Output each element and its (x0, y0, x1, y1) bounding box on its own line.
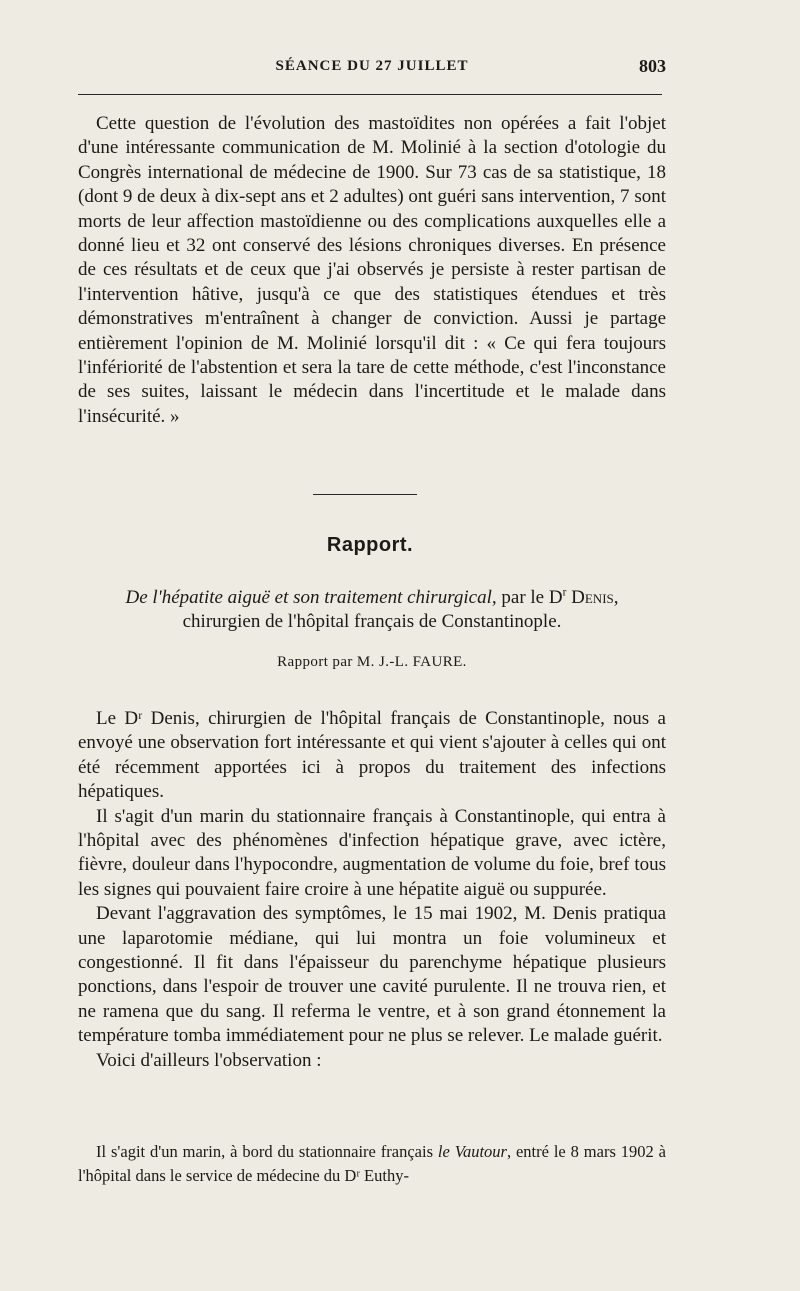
intro-paragraph: Cette question de l'évolution des mastoïdites non opérées a fait l'objet d'une intéressante communication de M. Molinié à la section d'otologie du Congrès international de médecine de 1900. Sur 73 cas de sa statistique, 18 (dont 9 de deux à dix-sept ans et 2 adultes) ont guéri sans intervention, 7 sont morts de leur affection mastoïdienne ou des complications auxquelles elle a donné lieu et 32 ont conservé des lésions chroniques diverses. En présence de ces résultats et de ceux que j'ai observés je persiste à rester partisan de l'intervention hâtive, jusqu'à ce que des statistiques étendues et très démonstratives m'entraînent à changer de conviction. Aussi je partage entièrement l'opinion de M. Molinié lorsqu'il dit : « Ce qui fera toujours l'infériorité de l'abstention et sera la tare de cette méthode, c'est l'inconstance de ses suites, laissant le médecin dans l'incertitude et le malade dans l'insécurité. » (78, 113, 666, 427)
section-title: Rapport. (326, 534, 414, 556)
page-number: 803 (639, 56, 666, 76)
running-head (78, 58, 666, 82)
paragraph: Il s'agit d'un marin du stationnaire français à Constantinople, qui entra à l'hôpital avec des phénomènes d'infection hépatique grave, avec ictère, fièvre, douleur dans l'hypocondre, augmentation de volume du foie, bref tous les signes qui pouvaient faire croire à une hépatite aiguë ou suppurée. (78, 805, 666, 900)
observation-ship-name: le Vautour (437, 1142, 507, 1161)
report-body (78, 707, 666, 1073)
header-rule (78, 94, 662, 95)
section-separator (313, 494, 417, 495)
reference-author: Denis, (566, 587, 619, 608)
paragraph: Le Dʳ Denis, chirurgien de l'hôpital français de Constantinople, nous a envoyé une observation fort intéressante et qui vient s'ajouter à celles qui ont été récemment apportées ici à propos du traitement des infections hépatiques. (78, 708, 666, 803)
reference-affiliation: chirurgien de l'hôpital français de Constantinople. (182, 611, 562, 633)
report-reference (78, 586, 666, 635)
reference-title: De l'hépatite aiguë et son traitement chirurgical, (125, 587, 497, 608)
observation-part1: Il s'agit d'un marin, à bord du stationnaire français (96, 1142, 438, 1161)
running-title: SÉANCE DU 27 JUILLET (275, 58, 469, 74)
observation-part2: , entré le 8 mars 1902 à l'hôpital dans le service de médecine du Dʳ Euthy- (78, 1142, 666, 1185)
paragraph: Devant l'aggravation des symptômes, le 15 mai 1902, M. Denis pratiqua une laparotomie médiane, qui lui montra un foie volumineux et congestionné. Il fit dans l'épaisseur du parenchyme hépatique plusieurs ponctions, dans l'espoir de trouver une cavité purulente. Il ne trouva rien, et ne ramena que du sang. Il referma le ventre, et à son grand étonnement la température tomba immédiatement pour ne plus se relever. Le malade guérit. (78, 903, 666, 1047)
reference-dr-sup: r (562, 586, 567, 599)
paragraph: Voici d'ailleurs l'observation : (96, 1049, 322, 1071)
reporter-line: Rapport par M. J.-L. FAURE. (277, 654, 467, 670)
reference-by: par le D (496, 587, 563, 608)
intro-paragraph-block (78, 112, 666, 429)
observation-paragraph (78, 1140, 666, 1188)
observation-text (78, 1140, 666, 1188)
